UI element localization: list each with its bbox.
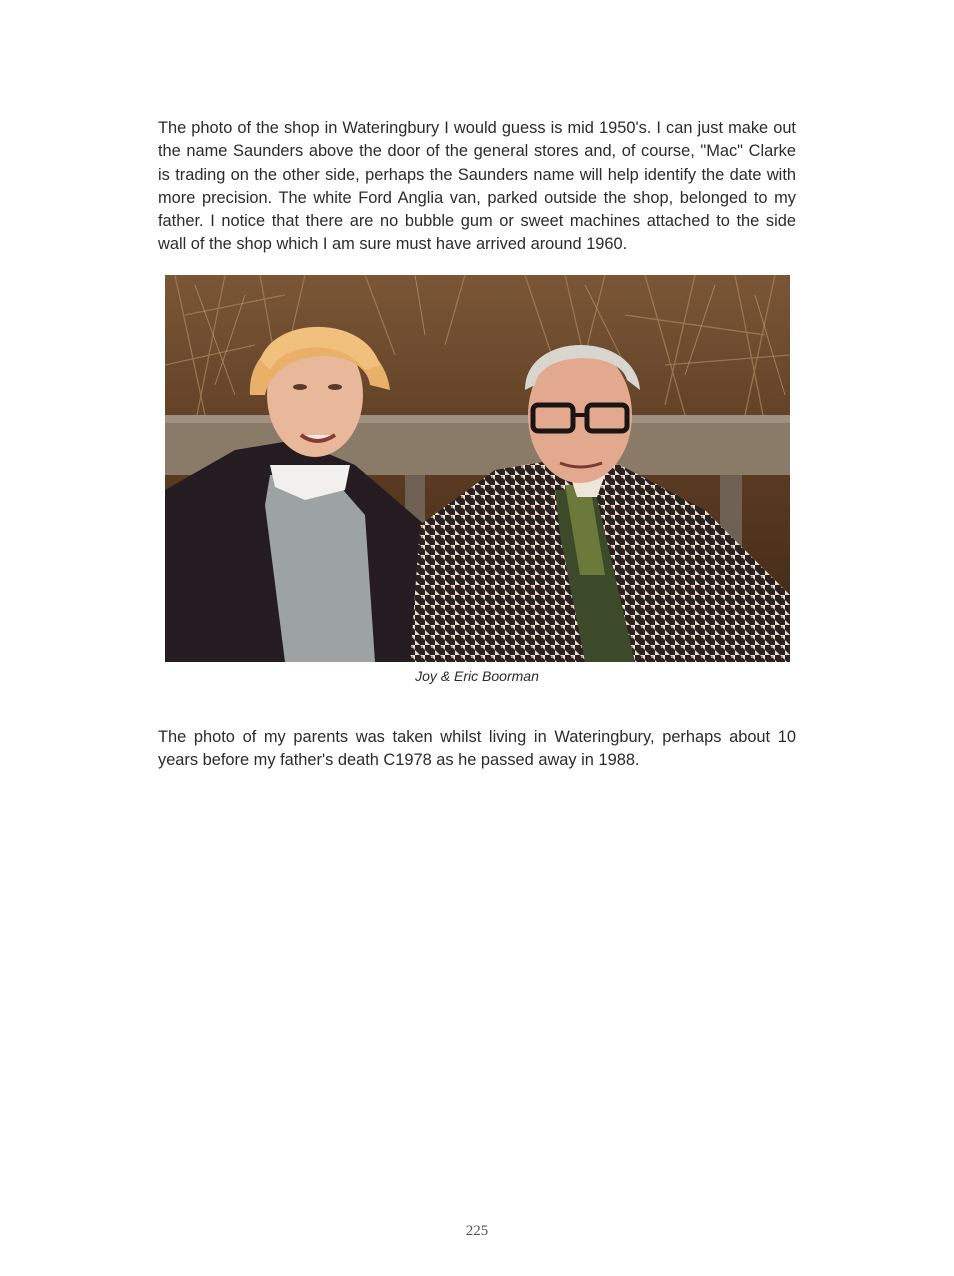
photo-joy-and-eric	[165, 275, 790, 662]
photo-caption: Joy & Eric Boorman	[415, 668, 539, 684]
page-number: 225	[465, 1223, 489, 1239]
body-paragraph-shop: The photo of the shop in Wateringbury I would guess is mid 1950's. I can just make out the name Saunders above the door of the general stores and, of course, "Mac" Clarke is trading on the other side, perhaps the Saunders name will help identify the date with more precision. The white Ford Anglia van, parked outside the shop, belonged to my father. I notice that there are no bubble gum or sweet machines attached to the side wall of the shop which I am sure must have arrived around 1960.	[158, 119, 796, 254]
body-paragraph-parents: The photo of my parents was taken whilst living in Wateringbury, perhaps about 10 years before my father's death C1978 as he passed away in 1988.	[158, 728, 796, 770]
